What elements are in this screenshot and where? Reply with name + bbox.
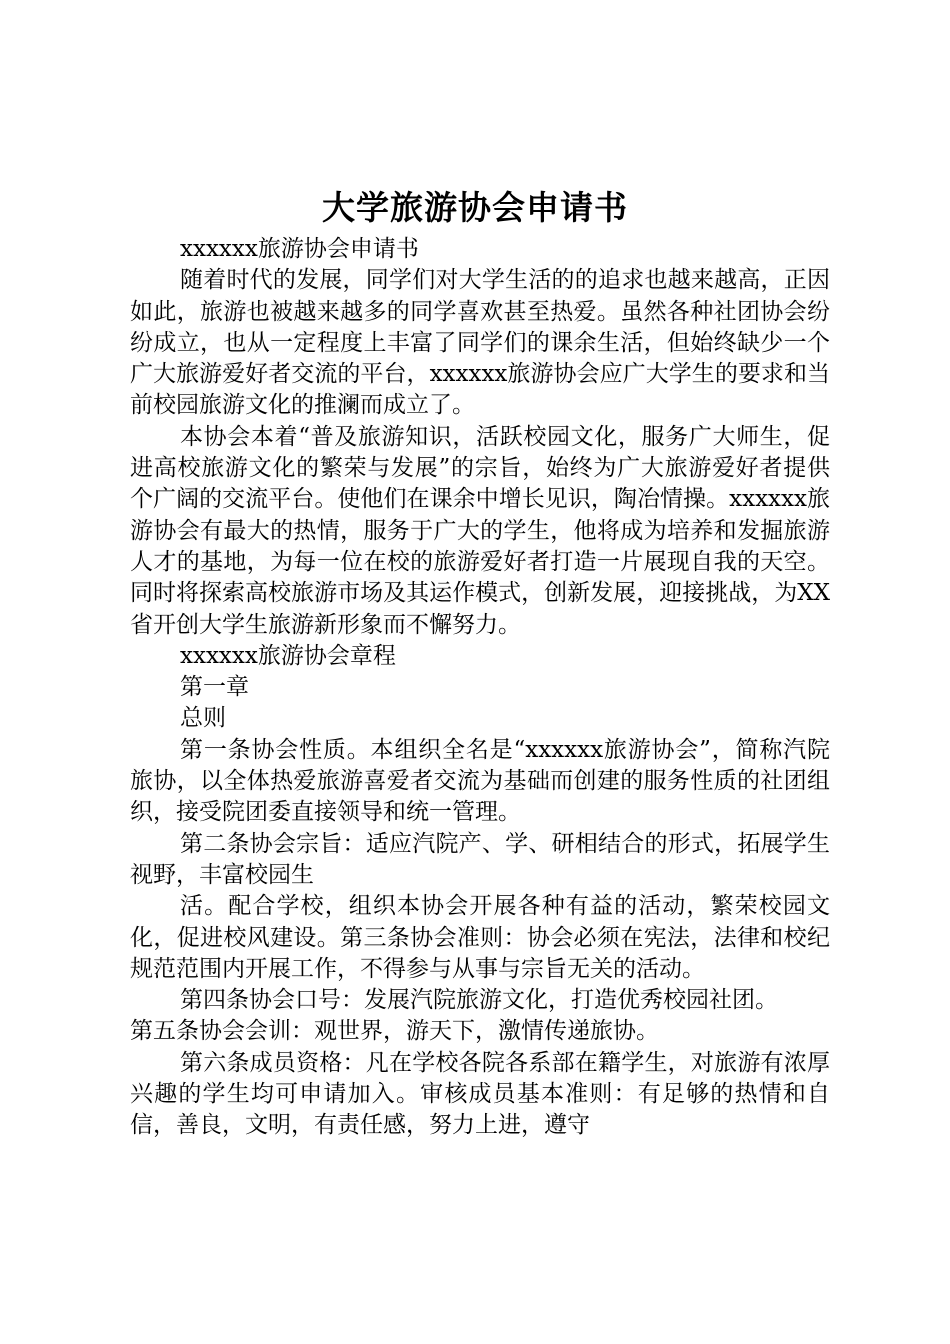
paragraph-article-5: 第五条协会会训：观世界，游天下，激情传递旅协。 — [130, 1018, 659, 1045]
paragraph-background: 随着时代的发展，同学们对大学生活的的追求也越来越高，正因如此，旅游也被越来越多的同学喜欢甚至热爱。虽然各种社团协会纷纷成立，也从一定程度上丰富了同学们的课余生活，但始终缺少一个广大旅游爱好者交流的平台，xxxxxx旅游协会应广大学生的要求和当前校园旅游文化的推澜而成立了。 — [130, 267, 830, 419]
paragraph-article-4: 第四条协会口号：发展汽院旅游文化，打造优秀校园社团。 — [180, 987, 778, 1014]
paragraph-article-2-continued: 活。配合学校，组织本协会开展各种有益的活动，繁荣校园文化，促进校风建设。第三条协会准则：协会必须在宪法，法律和校纪规范范围内开展工作，不得参与从事与宗旨无关的活动。 — [130, 893, 830, 982]
paragraph-purpose: 本协会本着“普及旅游知识，活跃校园文化，服务广大师生，促进高校旅游文化的繁荣与发展”的宗旨，始终为广大旅游爱好者提供个广阔的交流平台。使他们在课余中增长见识，陶冶情操。xxxxxx旅游协会有最大的热情，服务于广大的学生，他将成为培养和发掘旅游人才的基地，为每一位在校的旅游爱好者打造一片展现自我的天空。同时将探索高校旅游市场及其运作模式，创新发展，迎接挑战，为XX省开创大学生旅游新形象而不懈努力。 — [130, 423, 830, 638]
paragraph-application-heading: xxxxxx旅游协会申请书 — [180, 236, 419, 262]
paragraph-article-6: 第六条成员资格：凡在学校各院各系部在籍学生，对旅游有浓厚兴趣的学生均可申请加入。审核成员基本准则：有足够的热情和自信，善良，文明，有责任感，努力上进，遵守 — [130, 1049, 830, 1139]
paragraph-chapter-one: 第一章 — [180, 674, 249, 701]
document-title: 大学旅游协会申请书 — [322, 188, 628, 227]
paragraph-article-1: 第一条协会性质。本组织全名是“xxxxxx旅游协会”，简称汽院旅协，以全体热爱旅游喜爱者交流为基础而创建的服务性质的社团组织，接受院团委直接领导和统一管理。 — [130, 736, 830, 826]
paragraph-charter-heading: xxxxxx旅游协会章程 — [180, 642, 396, 669]
paragraph-article-2: 第二条协会宗旨：适应汽院产、学、研相结合的形式，拓展学生视野，丰富校园生 — [130, 830, 830, 888]
document-body — [130, 234, 830, 1142]
paragraph-general-provisions: 总则 — [180, 705, 226, 732]
